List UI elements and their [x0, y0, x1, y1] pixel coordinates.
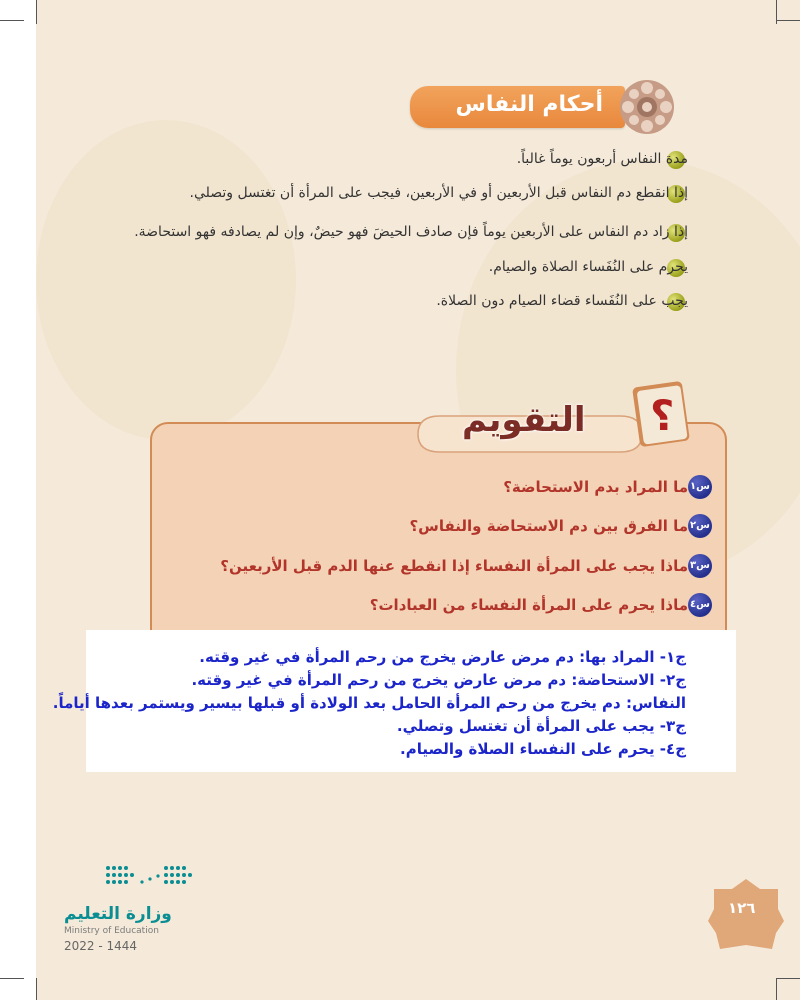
question-text: ما الفرق بين دم الاستحاضة والنفاس؟	[409, 517, 688, 535]
rule-item: مدة النفاس أربعون يوماً غالباً.	[516, 151, 688, 167]
question-badge: س٢	[688, 514, 712, 538]
question-mark-icon	[630, 378, 694, 452]
crop-mark	[0, 978, 24, 979]
ministry-name-english: Ministry of Education	[64, 926, 159, 936]
section-title: أحكام النفاس	[455, 92, 603, 117]
question-text: ما المراد بدم الاستحاضة؟	[503, 478, 688, 496]
crop-mark	[776, 978, 777, 1000]
crop-mark	[0, 20, 24, 21]
ministry-name-arabic: وزارة التعليم	[64, 904, 172, 924]
crop-mark	[36, 0, 37, 24]
answer-line: النفاس: دم يخرج من رحم المرأة الحامل بعد الولادة أو قبلها بيسير ويستمر بعدها أياماً.	[52, 694, 686, 712]
question-badge: س٣	[688, 554, 712, 578]
answer-line: ج٣- يجب على المرأة أن تغتسل وتصلي.	[396, 717, 686, 735]
crop-mark	[776, 0, 777, 24]
page-number: ١٢٦	[728, 899, 756, 917]
ministry-logo-icon	[102, 863, 194, 889]
question-text: ماذا يجب على المرأة النفساء إذا انقطع عنها الدم قبل الأربعين؟	[220, 557, 688, 575]
question-text: ماذا يحرم على المرأة النفساء من العبادات؟	[369, 596, 688, 614]
rosette-icon	[618, 78, 676, 136]
answer-line: ج٤- يحرم على النفساء الصلاة والصيام.	[400, 740, 686, 758]
question-badge: س٤	[688, 593, 712, 617]
crop-mark	[776, 20, 800, 21]
rule-item: إذا انقطع دم النفاس قبل الأربعين أو في الأربعين، فيجب على المرأة أن تغتسل وتصلي.	[189, 185, 688, 201]
rule-item: يجب على النُفَساء قضاء الصيام دون الصلاة.	[436, 293, 688, 309]
section-title-ribbon	[410, 86, 625, 128]
rule-item: إذا زاد دم النفاس على الأربعين يوماً فإن صادف الحيضَ فهو حيضٌ، وإن لم يصادفه فهو استحاضة.	[134, 224, 688, 240]
rule-item: يحرم على النُفَساء الصلاة والصيام.	[488, 259, 688, 275]
evaluation-title: التقويم	[462, 400, 586, 440]
question-badge: س١	[688, 475, 712, 499]
decorative-pattern-left	[36, 120, 296, 440]
edition-year: 2022 - 1444	[64, 939, 138, 953]
crop-mark	[776, 978, 800, 979]
answer-line: ج٢- الاستحاضة: دم مرض عارض يخرج من رحم المرأة في غير وقته.	[191, 671, 686, 689]
answers-box	[52, 630, 736, 772]
svg-text:؟: ؟	[650, 391, 675, 440]
answer-line: ج١- المراد بها: دم مرض عارض يخرج من رحم المرأة في غير وقته.	[199, 648, 686, 666]
crop-mark	[36, 978, 37, 1000]
